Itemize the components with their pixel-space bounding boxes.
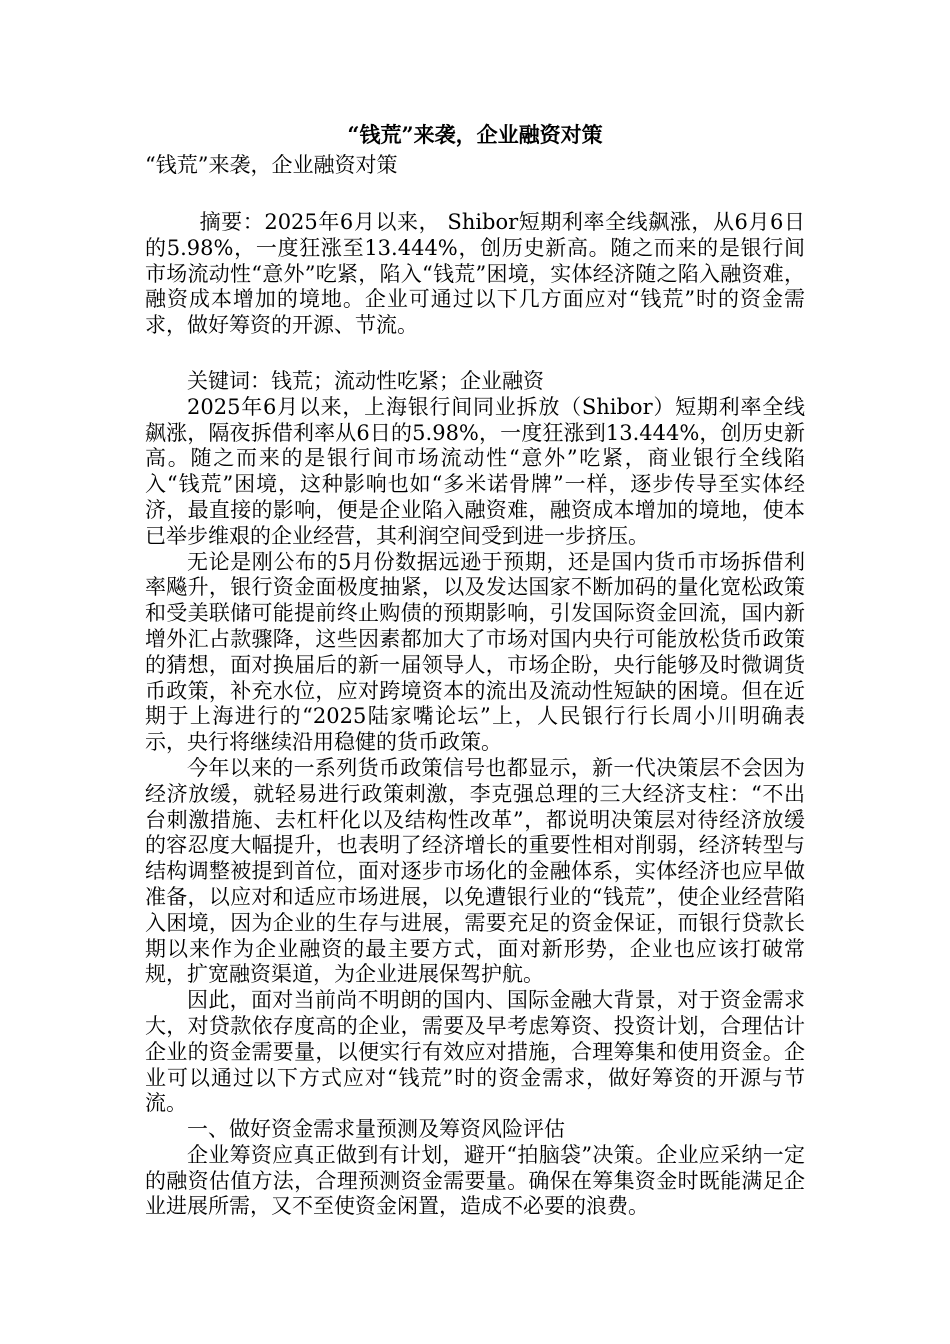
- keywords-line: 关键词：钱荒；流动性吃紧；企业融资: [187, 368, 544, 393]
- section-heading: 一、做好资金需求量预测及筹资风险评估: [187, 1117, 565, 1142]
- body-paragraph: 2025年6月以来，上海银行间同业拆放（Shibor）短期利率全线飙涨，隔夜拆借利率从6日的5.98%，一度狂涨到13.444%，创历史新高。随之而来的是银行间市场流动性“意外”吃紧，商业银行全线陷入“钱荒”困境，这种影响也如“多米诺骨牌”一样，逐步传导至实体经济，最直接的影响，便是企业陷入融资难，融资成本增加的境地，使本已举步维艰的企业经营，其利润空间受到进一步挤压。: [145, 394, 805, 548]
- body-paragraph: 企业筹资应真正做到有计划，避开“拍脑袋”决策。企业应采纳一定的融资估值方法，合理预测资金需要量。确保在筹集资金时既能满足企业进展所需，又不至使资金闲置，造成不必要的浪费。: [145, 1142, 805, 1219]
- body-paragraph: 今年以来的一系列货币政策信号也都显示，新一代决策层不会因为经济放缓，就轻易进行政策刺激，李克强总理的三大经济支柱：“不出台刺激措施、去杠杆化以及结构性改革”，都说明决策层对待经济放缓的容忍度大幅提升，也表明了经济增长的重要性相对削弱，经济转型与结构调整被提到首位，面对逐步市场化的金融体系，实体经济也应早做准备，以应对和适应市场进展，以免遭银行业的“钱荒”，使企业经营陷入困境，因为企业的生存与进展，需要充足的资金保证，而银行贷款长期以来作为企业融资的最主要方式，面对新形势，企业也应该打破常规，扩宽融资渠道，为企业进展保驾护航。: [145, 755, 805, 987]
- body-paragraph: 因此，面对当前尚不明朗的国内、国际金融大背景，对于资金需求大，对贷款依存度高的企业，需要及早考虑筹资、投资计划，合理估计企业的资金需要量，以便实行有效应对措施，合理筹集和使用资金。企业可以通过以下方式应对“钱荒”时的资金需求，做好筹资的开源与节流。: [145, 988, 805, 1116]
- document-title: “钱荒”来袭，企业融资对策: [347, 122, 603, 147]
- document-page: [145, 120, 805, 1220]
- document-subtitle: “钱荒”来袭，企业融资对策: [145, 153, 398, 177]
- body-paragraph: 无论是刚公布的5月份数据远逊于预期，还是国内货币市场拆借利率飚升，银行资金面极度抽紧，以及发达国家不断加码的量化宽松政策和受美联储可能提前终止购债的预期影响，引发国际资金回流，国内新增外汇占款骤降，这些因素都加大了市场对国内央行可能放松货币政策的猜想，面对换届后的新一届领导人，市场企盼，央行能够及时微调货币政策，补充水位，应对跨境资本的流出及流动性短缺的困境。但在近期于上海进行的“2025陆家嘴论坛”上，人民银行行长周小川明确表示，央行将继续沿用稳健的货币政策。: [145, 549, 805, 755]
- abstract-paragraph: 摘要：2025年6月以来， Shibor短期利率全线飙涨，从6月6日的5.98%，一度狂涨至13.444%，创历史新高。随之而来的是银行间市场流动性“意外”吃紧，陷入“钱荒”困境，实体经济随之陷入融资难，融资成本增加的境地。企业可通过以下几方面应对“钱荒”时的资金需求，做好筹资的开源、节流。: [145, 210, 805, 338]
